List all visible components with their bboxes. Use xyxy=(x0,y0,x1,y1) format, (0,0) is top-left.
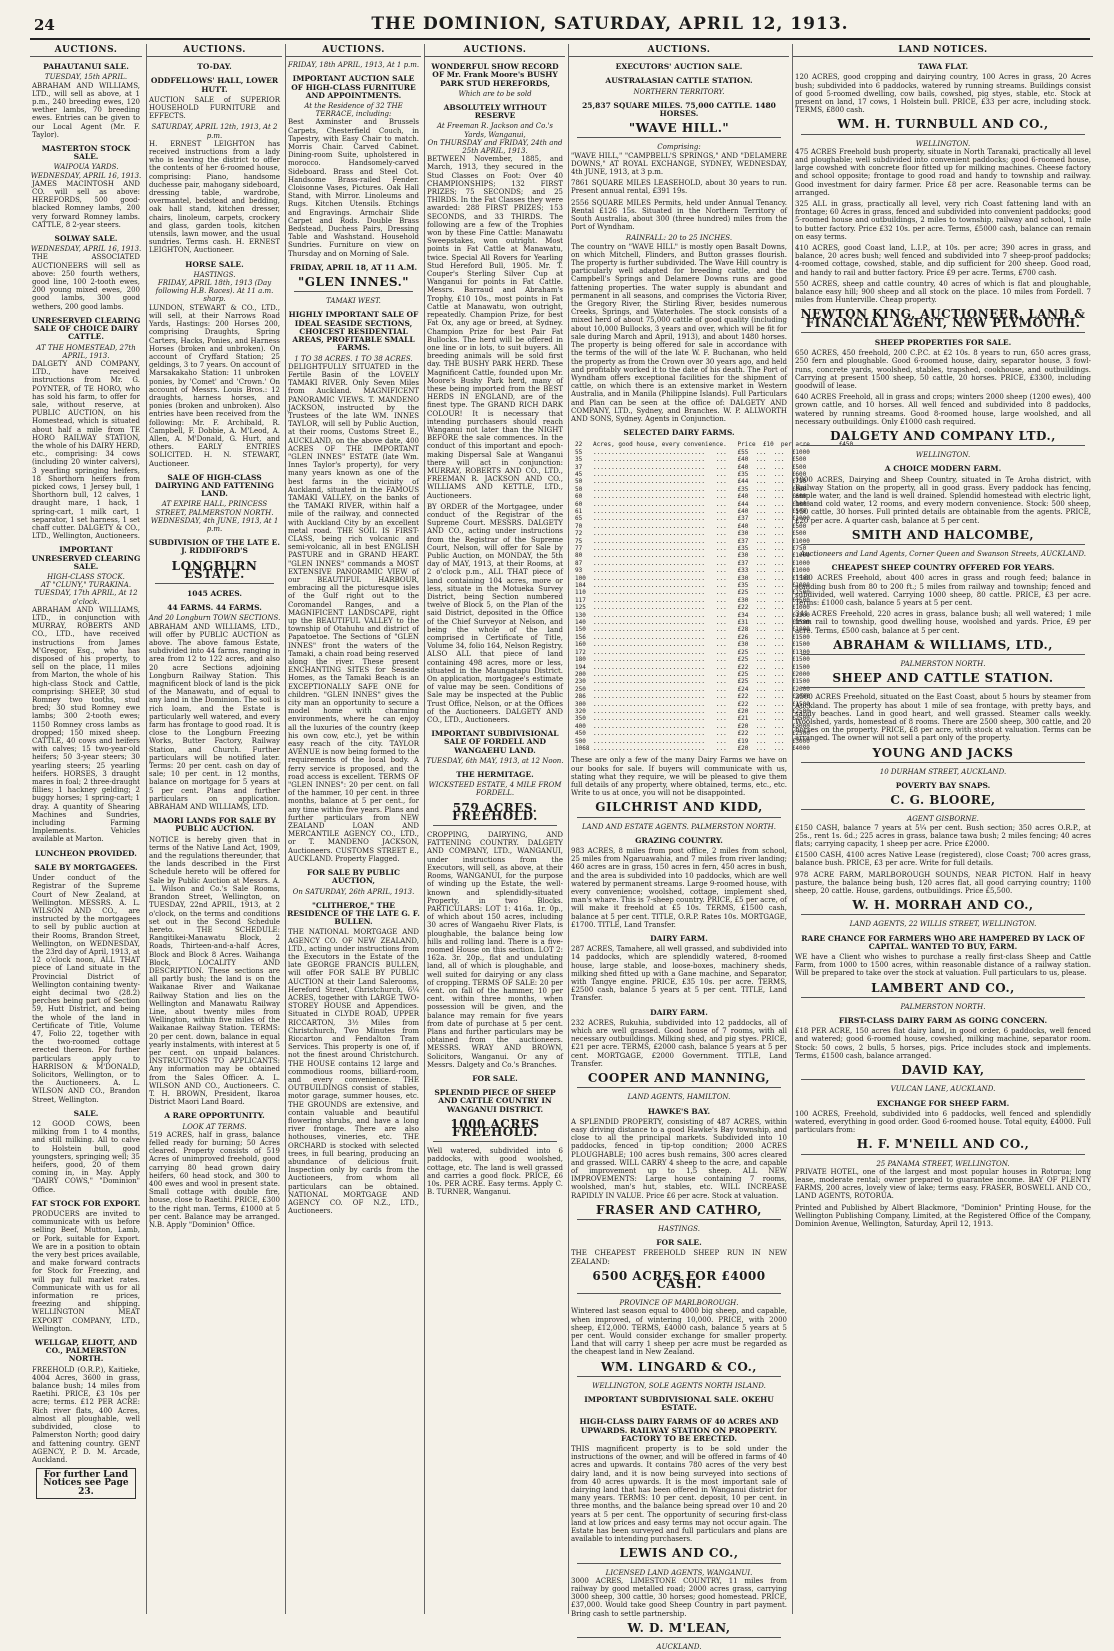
ad-text: DELIGHTFULLY SITUATED in the Fertile Basin of the LOVELY TAMAKI RIVER. Only Seven Miles from Auckland. MAGNIFICENT PANORAMIC VIEWS. T. MANDENO JACKSON, instructed by the Trustees of the late WM. INNES TAYLOR, will sell by Public Auction, at their rooms, Customs Street E., AUCKLAND, on the above date, 400 ACRES OF THE IMPORTANT "GLEN INNES" ESTATE (late Wm. Innes Taylor's property), for very many years known as one of the best farms in the vicinity of Auckland, situated in the FAMOUS TAMAKI VALLEY, on the banks of the TAMAKI RIVER, within half a mile of the railway, and connected with Auckland City by an excellent metal road. THE SOIL IS FIRST-CLASS, being rich volcanic and semi-volcanic, all in best ENGLISH PASTURE and in GRAND HEART. "GLEN INNES" commands a MOST EXTENSIVE PANORAMIC VIEW of our BEAUTIFUL HARBOUR, embracing all the picturesque isles of the Gulf right out to the Coromandel Ranges, and a MAGNIFICENT LANDSCAPE, right up the BEAUTIFUL VALLEY to the township of Otahuhu and district of Papatoetoe. The Sections of "GLEN INNES" front the waters of the Tamaki, a chain road being reserved along the river. These present ENCHANTING SITES for Seaside Homes, as the Tamaki Beach is an EXCEPTIONALLY SAFE ONE for children. "GLEN INNES" gives the city man an opportunity to secure a model home with charming environments, where he can enjoy all the luxuries of the country (keep his own cow, etc.), yet be within easy reach of the city. TAYLOR AVENUE is now being formed to the requirements of the local body. A ferry service is proposed, and the road access is excellent. TERMS OF "GLEN INNES": 20 per cent. on fall of the hammer, 10 per cent. in three months, balance at 5 per cent., for any time within five years. Plans and further particulars from NEW ZEALAND LOAN AND MERCANTILE AGENCY CO., LTD., or T. MANDENO JACKSON, Auctioneers. CUSTOMS STREET E., AUCKLAND. Property Flagged. xyxy=(288,362,419,863)
ad-text: £150 CASH, balance 7 years at 5¼ per cent. Bush section; 350 acres O.R.P., at 25s., rent 1s. 6d.; 225 acres in grass, balance tawa bush; 2 miles fencing; 40 acres flats; carrying capacity, 1 sheep per acre. Price £2000. xyxy=(795,823,1091,849)
subheading: SALE OF HIGH-CLASS DAIRYING AND FATTENING LAND. xyxy=(155,472,274,499)
dateline: Comprising: xyxy=(657,143,701,152)
dateline: 10 DURHAM STREET, AUCKLAND. xyxy=(879,767,1007,776)
ad-text: ABRAHAM AND WILLIAMS, LTD., in conjunction with MURRAY, ROBERTS AND CO., LTD., have received instructions from James M'Gregor, Esq., who has disposed of his property, to sell on the place, 11 miles from Marton, the whole of his high-class Stock and Cattle, comprising: SHEEP, 30 stud Romney two tooths, stud bred; 30 stud Romney ewe lambs; 300 2-tooth ewes; 1150 Romney cross lambs as dropped; 150 mixed sheep. CATTLE, 40 cows and heifers with calves; 15 two-year-old heifers; 50 3-year steers; 30 yearling steers; 25 yearling heifers. HORSES, 3 draught mares in foal; 2 three-draught fillies; 1 hackney gelding; 2 buggy horses; 1 spring-cart; 1 dray. A quantity of Shearing Machines and Sundries, including Farming Implements. Vehicles available at Marton. xyxy=(32,605,140,844)
subheading: TO-DAY. xyxy=(197,62,232,72)
dateline: VULCAN LANE, AUCKLAND. xyxy=(890,1085,996,1094)
column-heading: AUCTIONS. xyxy=(286,46,421,57)
subheading: DAIRY FARM. xyxy=(650,934,708,944)
subheading: TAWA FLAT. xyxy=(917,62,969,72)
table-row: 50 ............................... ... £35 ... ... £500 xyxy=(575,485,807,493)
dateline: AT THE HOMESTEAD, 27th APRIL, 1913. xyxy=(36,343,136,360)
subheading: HIGH-CLASS DAIRY FARMS OF 40 ACRES AND UPWARDS. RAILWAY STATION ON PROPERTY. FACTORY TO BE ERECTED. xyxy=(579,1417,779,1443)
ad-text: DALGETY AND COMPANY, LTD., have received instructions from Mr. G. POYNTER, of TE HORO, who has sold his farm, to offer for sale, without reserve, at PUBLIC AUCTION, on his Homestead, which is situated about half a mile from TE HORO RAILWAY STATION, the whole of his DAIRY HERD, etc., comprising: 34 cows (including 20 winter calvers), 3 yearling springing heifers, 18 Shorthorn heifers from picked cows, 1 Jersey bull, 1 Shorthorn bull, 12 calves, 1 draught mare, 1 hack, 1 spring-cart, 1 milk cart, 1 separator, 1 set harness, 1 set chaff cutter. DALGETY & CO., LTD., Wellington, Auctioneers. xyxy=(32,359,141,541)
ad-text: 232 ACRES, Rukuhia, subdivided into 12 paddocks, all of which are well grassed. Good house of 7 rooms, with all necessary outbuildings. Milking shed, and pig styes. PRICE, £21 per acre. TERMS, £2000 cash, balance 5 years at 5 per cent. MORTGAGE, £2000 Government. TITLE, Land Transfer. xyxy=(571,1018,787,1068)
table-row: 140 ............................... ... £31 ... ... £1500 xyxy=(575,619,810,627)
subheading: A CHOICE MODERN FARM. xyxy=(884,464,1002,474)
ad-text: JAMES MACINTOSH AND CO. will sell as above: HEREFORDS, 500 good-blacked Romney lambs, 200 very forward Romney lambs. CATTLE, 8 2-year steers. xyxy=(32,179,140,229)
column-heading: AUCTIONS. xyxy=(425,46,565,57)
table-row: 117 ............................... ... £30 ... ... £1500 xyxy=(575,596,810,604)
subheading: EXECUTORS' AUCTION SALE. xyxy=(615,62,743,72)
subheading: MAORI LANDS FOR SALE BY PUBLIC AUCTION. xyxy=(153,816,276,834)
subheading: FRIDAY, APRIL 18, AT 11 A.M. xyxy=(289,262,418,272)
ad-text: ABRAHAM AND WILLIAMS, LTD., will sell as above, at 1 p.m., 240 breeding ewes, 120 wether lambs, 70 breeding ewes. Entries can be given to our Local Agent (Mr. F. Taylor). xyxy=(32,81,140,139)
table-row: 350 ............................... ... £21 ... ... £2500 xyxy=(575,715,810,723)
ad-text: 550 ACRES, sheep and cattle country, 40 acres of which is flat and ploughable, balance easy hill; 900 sheep and all stock on the place. 10 miles from Fordell. 7 miles from Hunterville. Cheap property. xyxy=(795,279,1091,305)
table-row: 72 ............................... ... £30 ... ... £500 xyxy=(575,530,807,538)
advertiser-name: DALGETY AND COMPANY LTD., xyxy=(830,428,1056,443)
subheading: SHEEP PROPERTIES FOR SALE. xyxy=(874,337,1012,347)
advertiser-name: 6500 ACRES FOR £4000 CASH. xyxy=(592,1268,766,1291)
advertiser-name: W. H. MORRAH AND CO., xyxy=(852,898,1034,913)
dateline: WEDNESDAY, 4th JUNE, 1913, At 1 p.m. xyxy=(150,516,279,533)
dateline: HIGH-CLASS STOCK. xyxy=(47,572,125,581)
column-auctions-5 xyxy=(568,44,854,1651)
subheading: RARE CHANCE FOR FARMERS WHO ARE HAMPERED BY LACK OF CAPITAL. WANTED TO BUY, FARM. xyxy=(801,933,1085,951)
ad-text: Printed and Published by Albert Blackmore, "Dominion" Printing House, for the Wellington Publishing Company, Limited, at the Registered Office of the Company, Dominion Avenue, Wellington, Saturday, April 12, 1913. xyxy=(795,1203,1091,1228)
ad-text: PRIVATE HOTEL, one of the largest and most popular houses in Rotorua; long lease, moderate rental; owner prepared to guarantee income. BAY OF PLENTY FARMS, 200 acres, lovely view of lake; terms easy. FRASER, BOSWELL AND CO., LAND AGENTS, ROTORUA. xyxy=(795,1167,1091,1201)
ad-text: PRODUCERS are invited to communicate with us before selling Beef, Mutton, Lamb, or Pork, suitable for Export. We are in a position to obtain the very best prices available, and make forward contracts for Stock for Freezing, and will pay full market rates. Communicate with us for all information re prices, freezing and shipping. WELLINGTON MEAT EXPORT COMPANY, LTD., Wellington. xyxy=(32,1210,140,1333)
advertiser-name: WM. H. TURNBULL AND CO., xyxy=(837,117,1049,132)
ad-text: 325 ALL in grass, practically all level, very rich Coast fattening land with an frontage; 60 Acres in grass, fenced and subdivided into convenient paddocks; good 5-roomed house and outbuildings, 2 miles to township, railway and school, 1 mile to butter factory. Price £32 10s. per acre. Terms, £5000 cash, balance can remain on easy terms. xyxy=(795,200,1091,241)
advertiser-name: SMITH AND HALCOMBE, xyxy=(851,527,1035,542)
column-land-notices xyxy=(792,44,1093,1614)
subheading: ABSOLUTELY WITHOUT RESERVE xyxy=(443,103,547,121)
dateline: LAND AND ESTATE AGENTS. PALMERSTON NORTH. xyxy=(582,822,776,831)
dateline: TUESDAY, 15th APRIL. xyxy=(44,73,128,82)
column-auctions-1 xyxy=(30,44,142,1614)
divider xyxy=(577,817,781,818)
advertiser-name: "GLEN INNES." xyxy=(297,275,410,290)
table-row: 45 ............................... ... £35 ... ... £600 xyxy=(575,470,807,478)
advertiser-name: NEWTON KING, AUCTIONEER, LAND & FINANCIAL AGENT, NEW PLYMOUTH. xyxy=(800,307,1086,330)
ad-text: 100 ACRES, Freehold, subdivided into 6 paddocks, well fenced and splendidly watered, everything in good order. Good 6-roomed house. Total equity, £4000. Full particulars from: xyxy=(795,1109,1091,1135)
table-row: 104 ............................... ... £35 ... ... £1000 xyxy=(575,582,810,590)
subheading: SPLENDID PIECE OF SHEEP AND CATTLE COUNTRY IN WANGANUI DISTRICT. xyxy=(434,1088,556,1114)
table-row: 60 ............................... ... £44 ... ... £1000 xyxy=(575,500,810,508)
dateline: LICENSED LAND AGENTS, WANGANUI. xyxy=(605,1568,753,1577)
ad-text: £18 PER ACRE, 150 acres flat dairy land, in good order, 6 paddocks, well fenced and watered; good 6-roomed house, cowshed, milking machine, separator room. Stock: 50 cows, 2 bulls, 5 horses, pigs. Price includes stock and implements. Terms, £1500 cash, balance arranged. xyxy=(795,1027,1091,1060)
ad-text: 12 GOOD COWS, been milking from 1 to 4 months, and still milking. All to calve to Holstein bull, good youngsters, springing well; 35 heifers, good, 20 of them coming in, in May. Apply "DAIRY COWS," "Dominion" Office. xyxy=(32,1119,140,1194)
subheading: FOR SALE. xyxy=(656,1238,702,1248)
dateline: AT EXPIRE HALL, PRINCESS STREET, PALMERSTON NORTH. xyxy=(155,500,274,517)
ad-text: 640 ACRES Freehold, all in grass and crops; winters 2000 sheep (1200 ewes), 400 grown cattle, and 10 horses. All well fenced and subdivided into 8 paddocks, watered by running streams. Good 8-roomed house, large woolshed, and all necessary outbuildings. Only £1000 cash required. xyxy=(795,393,1091,426)
dateline: HASTINGS. xyxy=(193,270,236,279)
divider xyxy=(155,583,274,584)
subheading: SALE. xyxy=(73,1108,99,1118)
subheading: SELECTED DAIRY FARMS. xyxy=(623,428,735,438)
table-row: 320 ............................... ... £20 ... ... £2500 xyxy=(575,707,810,715)
dateline: HASTINGS. xyxy=(658,1224,700,1233)
dateline: WICKSTEED ESTATE, 4 MILE FROM FORDELL. xyxy=(428,781,562,798)
divider xyxy=(801,544,1085,545)
ad-text: LUNDON, STEWART & CO., LTD., will sell, at their Narrows Road Yards, Hastings: 200 Horses 200, comprising Draughts, Spring Carters, Hacks, Ponies, and Harness Horses (broken and unbroken). On account of Cryffard Station; 25 geldings, 3 to 7 years. On account of Marsakakaho Station: 11 unbroken ponies, by 'Comet' and 'Crown.' On account of Messrs. Louis Bros.: 12 draughts, harness horses, and ponies (broken and unbroken). Also entries have been received from the following: Mr. F. Archibald, R. Campbell, F. Dobbie, A. M'Leod, A. Allen, A. M'Donald, G. Hurt, and others. EARLY ENTRIES SOLICITED. H. N. STEWART, Auctioneer. xyxy=(149,303,280,468)
column-heading: AUCTIONS. xyxy=(30,46,142,57)
table-row: 400 ............................... ... £20 ... ... £3000 xyxy=(575,722,810,730)
subheading: IMPORTANT SUBDIVISIONAL SALE OF FORDELL AND WANGAEHU LAND. xyxy=(431,729,559,755)
table-row: 1068 ............................... ... £20 ... ... £4000 xyxy=(575,744,810,752)
dateline: WEDNESDAY, APRIL 16, 1913. xyxy=(30,171,142,180)
advertiser-name: LAMBERT AND CO., xyxy=(871,980,1015,995)
ad-text: THIS magnificent property is to be sold under the instructions of the owner, and will be offered in farms of 40 acres and upwards. It contains 780 acres of the very best dairy land, and it is now being surveyed into sections of from 40 acres upwards. It is the most important sale of dairying land that has been offered in Wanganui district for many years. TERMS: 10 per cent. deposit, 10 per cent. in three months, and the balance being spread over 10 and 20 years at 5 per cent. The opportunity of securing first-class land at low prices and easy terms may not occur again. The Estate has been surveyed and full particulars and plans are available to intending purchasers. xyxy=(571,1445,787,1544)
dateline: RAINFALL: 20 to 25 INCHES. xyxy=(625,234,733,243)
ad-text: WE have a Client who wishes to purchase a really first-class Sheep and Cattle Farm, from 1000 to 1500 acres, within reasonable distance of a railway station. Will be prepared to take over the stock at valuation. Full particulars to us, please. xyxy=(795,953,1091,978)
advertiser-name: FRASER AND CATHRO, xyxy=(595,1202,762,1217)
subheading: 1045 ACRES. xyxy=(187,588,242,598)
column-heading: LAND NOTICES. xyxy=(793,46,1093,57)
divider xyxy=(577,1293,781,1294)
subheading: EXCHANGE FOR SHEEP FARM. xyxy=(876,1098,1010,1108)
subheading: FAT STOCK FOR EXPORT. xyxy=(31,1198,141,1208)
ad-text: Well watered, subdivided into 6 paddocks, with good woolshed, cottage, etc. The land is well grassed and carries a good flock. PRICE, £6 10s. PER ACRE. Easy terms. Apply C. B. TURNER, Wanganui. xyxy=(427,1147,563,1197)
subheading: POVERTY BAY SNAPS. xyxy=(895,781,991,791)
dateline: WELLINGTON. xyxy=(915,139,971,148)
ad-text: 1900 ACRES, Dairying and Sheep Country, situated in Te Aroha district, with Railway Station on the property, all in good grass. Every paddock has fencing, ample water, and the land is well drained. Splendid homestead with electric light, hot and cold water, 12 rooms, and every modern convenience. Stock: 500 sheep, 150 cattle, 30 horses. Full printed details are obtainable from the agents. PRICE, £20 per acre. A quarter cash, balance at 5 per cent. xyxy=(795,475,1091,525)
subheading: CHEAPEST SHEEP COUNTRY OFFERED FOR YEARS. xyxy=(831,563,1055,573)
divider xyxy=(577,1087,781,1088)
subheading: IMPORTANT AUCTION SALE OF HIGH-CLASS FURNITURE AND APPOINTMENTS. xyxy=(291,74,416,100)
subheading: SUBDIVISION OF THE LATE E. J. RIDDIFORD'S xyxy=(149,538,280,556)
ad-text: 475 ACRES Freehold bush property, situate in North Taranaki, practically all level and ploughable; well subdivided into convenient paddocks; good 6-roomed house, large cowshed with concrete floor fitted up for milking machines. Cheese factory and school opposite; frontage to good road and handy to township and railway. Good investment for dairy farmer. Price £8 per acre. Reasonable terms can be arranged. xyxy=(795,147,1091,197)
column-heading: AUCTIONS. xyxy=(569,46,789,57)
subheading: IMPORTANT UNRESERVED CLEARING SALE. xyxy=(31,545,141,571)
ad-text: THE NATIONAL MORTGAGE AND AGENCY CO. OF NEW ZEALAND, LTD., acting under instructions from the Executors in the Estate of the late GEORGE FRANCIS BULLEN, will offer FOR SALE BY PUBLIC AUCTION at their Land Salerooms, Hereford Street, Christchurch, 6¼ ACRES, together with LARGE TWO-STOREY HOUSE and Appendices. Situated in CLYDE ROAD, UPPER RICCARTON, 3½ Miles from Christchurch, Two Minutes from Riccarton and Fendalton Tram Services. This property is one of, if not the finest around Christchurch. THE HOUSE contains 12 large and commodious rooms, billiard-room, and every convenience. THE OUTBUILDINGS consist of stables, motor garage, summer houses, etc. THE GROUNDS are extensive, and contain valuable and beautiful flowering shrubs, and have a long river frontage. There are also hothouses, vineries, etc. THE ORCHARD is stocked with selected trees, in full bearing, producing an abundance of delicious fruit. Inspection only by cards from the Auctioneers, from whom all particulars can be obtained. NATIONAL MORTGAGE AND AGENCY CO. OF N.Z., LTD., Auctioneers. xyxy=(288,928,419,1216)
ad-text: CROPPING, DAIRYING, AND FATTENING COUNTRY. DALGETY AND COMPANY, LTD., WANGANUI, under instructions from the Executors, will sell, as above, at their Rooms, WANGANUI, for the purpose of winding up the Estate, the well-known and splendidly-situated Property, in two Blocks. PARTICULARS: LOT 1: 416a. 1r. 0p., of which about 150 acres, including 30 acres of Wangaehu River Flats, is ploughable, the balance being low hills and rolling land. There is a five-roomed House on this section. LOT 2: 162a. 3r. 20p., flat and undulating land, all of which is ploughable, and well suited for dairying or any class of cropping. TERMS OF SALE: 20 per cent. on fall of the hammer, 10 per cent. within three months, when possession will be given, and the balance may remain for five years from date of purchase at 5 per cent. Plans and further particulars may be obtained from the auctioneers. MESSRS. WRAY AND BROWN, Solicitors, Wanganui. Or any of Messrs. Dalgety and Co.'s Branches. xyxy=(427,831,563,1069)
ad-text: 410 ACRES, good Coast land, L.I.P., at 10s. per acre; 390 acres in grass, and balance, 20 acres bush; well fenced and subdivided into 7 sheep-proof paddocks; 4-roomed cottage, cowshed, stable, and dip sufficient for 200 sheep. Good road, and handy to rail and butter factory. Price £9 per acre. Terms, £700 cash. xyxy=(795,244,1091,277)
ad-text: FREEHOLD (O.R.P.), Kaitieke, 4004 Acres, 3600 in grass, balance bush; 14 miles from Raetihi. PRICE, £3 10s per acre; terms. £12 PER ACRE: Rich river flats, 400 Acres, almost all ploughable, well subdivided, close to Palmerston North; good dairy and fattening country. GENT AGENCY, P. D. M. Arcade, Auckland. xyxy=(32,1365,140,1464)
advertiser-name: 579 ACRES. FREEHOLD. xyxy=(452,800,538,823)
table-row: 160 ............................... ... £30 ... ... £1500 xyxy=(575,641,810,649)
ad-text: BY ORDER of the Mortgagee, under conduct of the Registrar of the Supreme Court. MESSRS. DALGETY AND CO., acting under instructions from the Registrar of the Supreme Court, Nelson, will offer for Sale by Public Auction, on MONDAY, the 5th day of MAY, 1913, at their Rooms, at 2 o'clock p.m., ALL THAT piece of land containing 104 acres, more or less, situate in the Motueka Survey District, being Section numbered twelve of Block 5, on the Plan of the said District, deposited in the Office of the Chief Surveyor at Nelson, and being the whole of the land comprised in Certificate of Title, Volume 34, folio 164, Nelson Registry. ALSO ALL that piece of land containing 498 acres, more or less, situated in the Maungatapu District. On application, mortgagee's estimate of value may be seen. Conditions of Sale may be inspected at the Public Trust Office, Nelson, or at the Offices of the Auctioneers. DALGETY AND CO., LTD., Auctioneers. xyxy=(427,502,563,725)
advertiser-name: LONGBURN ESTATE. xyxy=(171,558,258,581)
column-heading: AUCTIONS. xyxy=(147,46,282,57)
ad-text: 287 ACRES, Tamahere, all well grassed, and subdivided into 14 paddocks, which are splendidly watered, 8-roomed house, large stable, and loose-boxes, machinery sheds, milking shed fitted up with a Gane machine, and Separator, with Tangye engine. PRICE, £35 10s. per acre. TERMS, £2500 cash, balance 5 years at 5 per cent. TITLE, Land Transfer. xyxy=(571,945,787,1003)
advertiser-name: LEWIS AND CO., xyxy=(619,1546,739,1561)
table-row: 22 Acres, good house, every convenience. Price £10 per acre. ... £450 xyxy=(575,441,854,449)
advertiser-name: 1000 ACRES FREEHOLD. xyxy=(450,1116,540,1139)
masthead xyxy=(30,14,1090,40)
dateline: WEDNESDAY, APRIL 16, 1913. xyxy=(30,245,142,254)
advertiser-name: SHEEP AND CATTLE STATION. xyxy=(832,671,1054,686)
dateline: AT "CLUNY," TURAKINA. xyxy=(40,581,132,590)
dateline: At the Residence of 32 THE TERRACE, including: xyxy=(304,102,403,119)
advertiser-name: GILCHRIST AND KIDD, xyxy=(595,800,763,815)
divider xyxy=(801,1079,1085,1080)
table-row: 80 ............................... ... £30 ... ... £1000 xyxy=(575,552,810,560)
subheading: PAHAUTANUI SALE. xyxy=(43,62,129,72)
divider xyxy=(433,825,557,826)
divider xyxy=(801,654,1085,655)
ad-text: AUCTION SALE of SUPERIOR HOUSEHOLD FURNITURE and EFFECTS. xyxy=(149,95,280,121)
dateline: Auctioneers and Land Agents, Corner Queen and Swanson Streets, AUCKLAND. xyxy=(799,549,1087,558)
subheading: DAIRY FARM. xyxy=(650,1007,708,1017)
table-row: 87 ............................... ... £37 ... ... £1000 xyxy=(575,559,810,567)
divider xyxy=(801,762,1085,763)
table-row: 55 ............................... ... £55 ... ... £1000 xyxy=(575,448,810,456)
dateline: WAIPOUA YARDS. xyxy=(53,163,119,172)
subheading: AUSTRALASIAN CATTLE STATION. xyxy=(605,76,753,86)
ad-text: The country on "WAVE HILL" is mostly open Basalt Downs, on which Mitchell, Flinders, and Button grasses flourish. The property is further subdivided. The Wave Hill country is particularly well adapted for breeding cattle, and the Campbell's Springs and Delamere Downs runs are good fattening properties. The water supply is abundant and permanent in all seasons, and comprises the Victoria River, the Gregory River, the Stirling River, besides numerous Creeks, Springs, and Waterholes. The stock consists of a mixed herd of about 75,000 cattle of good quality (including about 10,000 Bullocks, 3 years and over, which will be fit for sale during March and April, 1913), and about 1480 horses. The property is being offered for sale in accordance with the terms of the will of the late W. F. Buchanan, who held the property as from the Crown over 30 years ago, and held and profitably worked it to the date of his death. The Port of Wyndham offers exceptional facilities for the shipment of cattle, on which there is an extensive market in Western Australia, and in Manila (Philippine Islands). Full Particulars and Plan can be seen at the office of: DALGETY AND COMPANY, LTD., Sydney, and Branches. W. P. ALLWORTH AND SONS, Sydney. Agents in Conjunction. xyxy=(571,242,787,423)
ad-text: ABRAHAM AND WILLIAMS, LTD., will offer by PUBLIC AUCTION as above. The above famous Estate, subdivided into 44 farms, ranging in area from 12 to 122 acres, and also 20 acre Sections adjoining Longburn Railway Station. This magnificent block of land is the pick of the Manawatu, and of equal to any land in the Dominion. The soil is rich loam, and the Estate is particularly well watered, and every farm has frontage to good road. It is close to the Longburn Freezing Works, Butter Factory, Railway Station, and Church. Further particulars will be notified later. Terms: 20 per cent. cash on day of sale; 10 per cent. in 12 months, balance on mortgage for 5 years at 5 per cent. Plans and further particulars on application. ABRAHAM AND WILLIAMS, LTD. xyxy=(149,622,280,812)
subheading: FOR SALE. xyxy=(472,1073,518,1083)
table-row: 286 ............................... ... £22 ... ... £2000 xyxy=(575,693,810,701)
table-row: 194 ............................... ... £22 ... ... £1500 xyxy=(575,663,810,671)
dateline: On THURSDAY and FRIDAY, 24th and 25th APRIL, 1913. xyxy=(427,138,563,156)
ad-text: 7861 SQUARE MILES LEASEHOLD, about 30 years to run. Present annual rental, £391 19s. xyxy=(571,179,787,196)
dateline: PALMERSTON NORTH. xyxy=(900,1002,986,1011)
column-auctions-3 xyxy=(285,44,421,1614)
subheading: ODDFELLOWS' HALL, LOWER HUTT. xyxy=(150,76,279,94)
subheading: WELLGAP, ELIOTT, AND CO., PALMERSTON NORTH. xyxy=(34,1338,138,1364)
table-row: 35 ............................... ... £40 ... ... £500 xyxy=(575,456,807,464)
advertiser-name: DAVID KAY, xyxy=(901,1063,985,1078)
ad-text: 3500 ACRES Freehold, situated on the East Coast, about 5 hours by steamer from Auckland. The property has about 1 mile of sea frontage, with pretty bays, and sandy beaches. Land in good heart, and well grassed. Steamer calls weekly. Woolshed, yards, homestead of 8 rooms. There are 2500 sheep, 300 cattle, and 20 horses on the property. PRICE, £8 per acre, with stock at valuation. Terms can be arranged. The owner will not sell a part only of the property. xyxy=(795,693,1091,743)
subheading: A RARE OPPORTUNITY. xyxy=(164,1111,265,1121)
table-row: 37 ............................... ... £40 ... ... £500 xyxy=(575,463,807,471)
ad-text: BETWEEN November, 1885, and March, 1913, they secured in the Stud Classes on Foot: Over 40 CHAMPIONSHIPS; 132 FIRST PRIZES; 75 SECONDS; and 25 THIRDS. In the Fat Classes they were awarded: 288 FIRST PRIZES; 153 SECONDS, and 33 THIRDS. The following are a few of the Trophies won by these Fine Cattle: Manawatu Sweepstakes, won outright. Most points in Fat Cattle at Manawatu, twice. Special All Rovers for Yearling Stud Hereford Bull, 1905. Mr. T. Couper's Sterling Silver Cup at Wanganui for points in Fat Cattle. Messrs. Barraud and Abraham's Trophy, £10 10s., most points in Fat Cattle at Manawatu, won outright, repeatedly. Champion Prize, for best Fat Ox, any age or breed, at Sydney. Champion Prize for best Pair Fat Bullocks. The herd will be offered in one line or in lots, to suit buyers. All breeding animals will be sold first day. THE BUSHY PARK HERD. These Magnificent Cattle, founded upon Mr. Moore's Bushy Park herd, many of these being imported from the BEST HERDS IN ENGLAND, are of the finest type. The GRAND RICH DARK COLOUR! It is necessary that intending purchasers should reach Wanganui not later than the NIGHT BEFORE the sale commences. In the conduct of this important and epoch-making Dispersal Sale at Wanganui there will act in conjunction: MURRAY, ROBERTS AND CO., LTD., FREEMAN R. JACKSON AND CO., WILLIAMS AND KETTLE, LTD., Auctioneers. xyxy=(427,155,563,500)
subheading: IMPORTANT SUBDIVISIONAL SALE. OKEHU ESTATE. xyxy=(584,1394,774,1413)
ad-text: THE ASSOCIATED AUCTIONEERS will sell as above: 250 fourth wethers, good line, 100 2-tooth ewes, 200 young mixed ewes, 200 good lambs, 300 good wethers, 200 good lambs. xyxy=(32,253,140,311)
ad-text: 3000 ACRES, LIMESTONE COUNTRY, 11 miles from railway by good metalled road; 2000 acres grass, carrying 3000 sheep, 300 cattle, 30 horses; good homestead. PRICE, £37,000. Would take good Sheep Country in part payment. Bring cash to settle partnership. xyxy=(571,1576,787,1618)
ad-text: 983 ACRES, 8 miles from post office, 2 miles from school, 25 miles from Ngaruawahia, and 7 miles from river landing; 460 acres are in grass, 150 acres in fern, 450 acres in bush, and the area is subdivided into 10 paddocks, which are well watered by permanent streams. Large 9-roomed house, with every convenience; woolshed, cottage, implement shed, man's whare. This is 7-sheep country. PRICE, £5 per acre, of will make it freehold at £5 10s. TERMS, £1500 cash, balance at 5 per cent. TITLE, O.R.P. Rates 10s. MORTGAGE, £1700. TITLE, Land Transfer. xyxy=(571,847,787,929)
dateline: TAMAKI WEST. xyxy=(326,297,381,306)
divider xyxy=(577,1563,781,1564)
ad-text: Under conduct of the Registrar of the Supreme Court of New Zealand, at Wellington. MESSRS. A. L. WILSON AND CO., are instructed by the mortgagees to sell by public auction at their Rooms, Brandon Street, Wellington, on WEDNESDAY, the 23rd day of April, 1913, at 12 o'clock noon, ALL THAT piece of Land situate in the Provincial District of Wellington containing twenty-eight decimal two (28.2) perches being part of Section 59, Hutt District, and being the whole of the land in Certificate of Title, Volume 47, Folio 22, together with the two-roomed cottage erected thereon. For further particulars apply to HARRISON & M'DONALD, Solicitors, Wellington, or to the Auctioneers. A. L. WILSON AND CO., Brandon Street, Wellington. xyxy=(32,874,140,1104)
ad-text: Wintered last season equal to 4000 big sheep, and capable, when improved, of wintering 10,000. PRICE, with 2000 sheep, £12,000. TERMS, £4000 cash, balance 5 years at 5 per cent. Would consider exchange for smaller property. Land that will carry 1 sheep per acre must be regarded as the cheapest land in New Zealand. xyxy=(571,1307,787,1357)
table-row: 450 ............................... ... £22 ... ... £2500 xyxy=(575,730,810,738)
table-row: 125 ............................... ... £22 ... ... £1000 xyxy=(575,604,810,612)
table-row: 77 ............................... ... £35 ... ... £750 xyxy=(575,545,807,553)
footer-note: For further Land Notices see Page 23. xyxy=(36,1468,136,1499)
dateline: 1 TO 38 ACRES. 1 TO 38 ACRES. xyxy=(294,354,413,363)
subheading: THE HERMITAGE. xyxy=(456,770,534,780)
table-row: 50 ............................... ... £44 ... ... £750 xyxy=(575,478,807,486)
divider xyxy=(801,332,1085,333)
table-row: 75 ............................... ... £37 ... ... £1000 xyxy=(575,537,810,545)
subheading: UNRESERVED CLEARING SALE OF CHOICE DAIRY CATTLE. xyxy=(31,315,141,342)
dateline: LAND AGENTS, 22 WILLIS STREET, WELLINGTON. xyxy=(849,920,1037,929)
dateline: WELLINGTON, SOLE AGENTS NORTH ISLAND. xyxy=(592,1381,766,1390)
dateline: TUESDAY, 6th MAY, 1913, at 12 Noon. xyxy=(426,756,564,765)
ad-text: 120 ACRES, good cropping and dairying country, 100 Acres in grass, 20 Acres bush; subdivided into 6 paddocks, watered by running streams. Buildings consist of good 5-roomed dwelling, cow bails, cowshed, pig styes, stable, etc. Stock at present on land, 17 cows, 1 Holstein bull. PRICE, £33 per acre, including stock. TERMS, £800 cash. xyxy=(795,73,1091,115)
advertiser-name: "WAVE HILL." xyxy=(628,121,730,136)
subheading: MASTERTON STOCK SALE. xyxy=(41,144,131,162)
subheading: HORSE SALE. xyxy=(185,259,244,269)
dateline: NORTHERN TERRITORY. xyxy=(633,87,725,96)
page-number: 24 xyxy=(34,16,55,34)
advertiser-name: W. D. M'LEAN, xyxy=(627,1620,731,1635)
ad-text: A SPLENDID PROPERTY, consisting of 487 ACRES, within easy driving distance to a good Hawke's Bay township, and close to all the principal markets. Subdivided into 10 paddocks, fenced in tip-top condition; 2000 ACRES PLOUGHABLE; 100 acres bush remains, 300 acres cleared and grassed. WILL CARRY 4 sheep to the acre, and capable of improvement up to 1,5 sheep. ALL NEW IMPROVEMENTS: Large house containing 7 rooms, woolshed, man's hut, stables, etc. WILL INCREASE RAPIDLY IN VALUE. Price £6 per acre. Stock at valuation. xyxy=(571,1117,787,1200)
ad-text: £1500 CASH, 4100 acres Native Lease (registered), close Coast; 700 acres grass, balance bush. PRICE, £3 per acre. Write for full details. xyxy=(795,851,1091,868)
dateline: WELLINGTON. xyxy=(915,451,971,460)
subheading: "CLITHEROE," THE RESIDENCE OF THE LATE G. F. BULLEN. xyxy=(287,900,420,927)
advertiser-name: C. G. BLOORE, xyxy=(890,793,996,808)
table-row: 65 ............................... ... £37 ... ... £1000 xyxy=(575,515,810,523)
table-row: 70 ............................... ... £40 ... ... £500 xyxy=(575,522,807,530)
divider xyxy=(801,997,1085,998)
table-row: 250 ............................... ... £24 ... ... £2000 xyxy=(575,685,810,693)
subheading: FOR SALE BY PUBLIC AUCTION, xyxy=(307,868,400,886)
table-row: 200 ............................... ... £25 ... ... £2000 xyxy=(575,670,810,678)
dateline: FRIDAY, 18th APRIL, 1913, At 1 p.m. xyxy=(287,61,420,70)
dateline: On SATURDAY, 26th APRIL, 1913. xyxy=(292,887,415,896)
dateline: SATURDAY, APRIL 12th, 1913, At 2 p.m. xyxy=(151,123,278,140)
divider xyxy=(801,1154,1085,1155)
column-auctions-4 xyxy=(424,44,565,1614)
divider xyxy=(801,445,1085,446)
table-row: 61 ............................... ... £40 ... ... £500 xyxy=(575,507,807,515)
divider xyxy=(577,1219,781,1220)
ad-text: Best Axminster and Brussels Carpets, Chesterfield Couch, in Tapestry, with Easy Chair to match. Morris Chair. Carved Cabinet. Dining-room Suite, upholstered in morocco. Handsomely-carved Sideboard. Brass and Steel Cot. Handsome Brass-railed Fender. Cloisonne Vases, Pictures. Oak Hall Stand, with Mirror. Linoleums and Rugs. Kitchen Utensils. Etchings and Engravings. Armchair Slide Carpet and Rods. Double Brass Bedstead, Duchess Pairs, Dressing Table and Washstand. Household Sundries. Furniture on view on Thursday and on Morning of Sale. xyxy=(288,118,419,258)
dateline: 25 PANAMA STREET, WELLINGTON. xyxy=(876,1159,1010,1168)
ad-text: 341 ACRES Freehold, 220 acres in grass, balance bush; all well watered; 1 mile from rail to township, good dwelling house, woolshed and yards. Price, £9 per acre. Terms, £500 cash, balance at 5 per cent. xyxy=(795,610,1091,635)
divider xyxy=(801,914,1085,915)
advertiser-name: COOPER AND MANNING, xyxy=(587,1071,771,1086)
ad-text: 978 ACRE FARM, MARLBOROUGH SOUNDS, NEAR PICTON. Half in heavy pasture, the balance being bush, 120 acres flat, all good carrying country; 1100 sheep, 20 cattle. House, gardens, outbuildings. Price £5,500. xyxy=(795,870,1091,896)
ad-text: These are only a few of the many Dairy Farms we have on our books for sale. If buyers will communicate with us, stating what they require, we will be pleased to give them full details of any property, where obtained, terms, etc., etc. Write to us at once, you will not be disappointed. xyxy=(571,756,787,798)
ad-text: H. ERNEST LEIGHTON has received instructions from a lady who is leaving the district to offer the contents of her 6-roomed house, comprising: Piano, handsome duchesse pair, mahogany sideboard, dressing table, wardrobe, overmantel, bedstead and bedding, oak hall stand, kitchen dresser, chairs, linoleum, carpets, crockery and glass, garden tools, kitchen utensils, lawn mower, and the usual sundries. Terms cash. H. ERNEST LEIGHTON, Auctioneer. xyxy=(149,139,280,255)
ad-text: 519 ACRES, half in grass, balance felled ready for burning; 50 Acres cleared. Property consists of 519 Acres of unimproved freehold, good carrying 80 head grown dairy heifers, 60 head stock, and 300 to 400 ewes and wool in present state. Small cottage with double fire, house, close to Raetihi. PRICE, £300 to the right man. Terms, £1000 at 5 per cent. Balance may be arranged. N.B. Apply "Dominion" Office. xyxy=(149,1130,280,1230)
divider xyxy=(294,291,413,292)
ad-text: 1180 ACRES Freehold, about 400 acres in grass and rough feed; balance in standing bush from 80 to 200 ft.; 5 miles from railway and township; fenced and subdivided, well watered. Carrying 1000 sheep, 80 cattle. PRICE, £3 per acre. Terms: £1000 cash, balance 5 years at 5 per cent. xyxy=(795,574,1091,607)
divider xyxy=(577,1637,781,1638)
dateline: PALMERSTON NORTH. xyxy=(900,659,986,668)
divider xyxy=(801,809,1085,810)
subheading: HAWKE'S BAY. xyxy=(647,1106,711,1116)
dateline: TUESDAY, 17th APRIL, At 12 o'clock. xyxy=(34,589,138,606)
subheading: HIGHLY IMPORTANT SALE OF IDEAL SEASIDE SECTIONS, CHOICEST RESIDENTIAL AREAS, PROFITABLE SMALL FARMS. xyxy=(288,310,419,353)
table-row: 172 ............................... ... £25 ... ... £1300 xyxy=(575,648,810,656)
table-row: 100 ............................... ... £30 ... ... £1500 xyxy=(575,574,810,582)
dateline: AUCKLAND. xyxy=(656,1643,702,1651)
table-row: 300 ............................... ... £22 ... ... £1500 xyxy=(575,700,810,708)
dateline: Which are to be sold xyxy=(458,89,532,98)
dateline: And 20 Longburn TOWN SECTIONS. xyxy=(148,614,281,623)
newspaper-title: THE DOMINION, SATURDAY, APRIL 12, 1913. xyxy=(371,14,849,34)
dateline: LOOK AT TERMS. xyxy=(182,1122,247,1131)
subheading: WONDERFUL SHOW RECORD OF Mr. Frank Moore's BUSHY PARK STUD HEREFORDS, xyxy=(431,62,559,88)
subheading: 44 FARMS. 44 FARMS. xyxy=(167,603,262,613)
ad-text: 2556 SQUARE MILES Permits, held under Annual Tenancy. Rental £126 15s. Situated in the Northern Territory of South Australia, about 300 (three hundred) miles from the Port of Wyndham. xyxy=(571,198,787,232)
advertiser-name: H. F. M'NEILL AND CO., xyxy=(856,1137,1030,1152)
divider xyxy=(801,134,1085,135)
advertiser-name: YOUNG AND JACKS xyxy=(872,745,1014,760)
ad-text: "WAVE HILL," "CAMPBELL'S SPRINGS," AND "DELAMERE DOWNS," AT ROYAL EXCHANGE, SYDNEY, WEDNESDAY, 4th JUNE, 1913, at 3 p.m. xyxy=(571,151,787,177)
subheading: SOLWAY SALE. xyxy=(54,234,118,244)
subheading: 25,837 SQUARE MILES. 75,000 CATTLE. 1480 HORSES. xyxy=(582,100,776,119)
table-row: 180 ............................... ... £25 ... ... £1500 xyxy=(575,656,810,664)
divider xyxy=(433,1141,557,1142)
dateline: At Freeman R. Jackson and Co.'s Yards, Wanganui, xyxy=(437,122,553,139)
dairy-farms-table xyxy=(575,441,854,752)
subheading: SALE BY MORTGAGEES. xyxy=(34,862,138,872)
dateline: FRIDAY, APRIL 18th, 1913 (Day following H.B. Races). At 11 a.m. sharp. xyxy=(155,279,274,304)
divider xyxy=(577,1376,781,1377)
column-auctions-2 xyxy=(146,44,282,1614)
subheading: GRAZING COUNTRY. xyxy=(635,835,723,845)
table-row: 230 ............................... ... £25 ... ... £1500 xyxy=(575,678,810,686)
divider xyxy=(801,687,1085,688)
dateline: AGENT GISBORNE. xyxy=(907,815,979,824)
divider xyxy=(577,137,781,138)
table-row: 93 ............................... ... £33 ... ... £1000 xyxy=(575,567,810,575)
ad-text: THE CHEAPEST FREEHOLD SHEEP RUN IN NEW ZEALAND: xyxy=(571,1249,787,1266)
table-row: 60 ............................... ... £40 ... ... £600 xyxy=(575,493,807,501)
table-row: 156 ............................... ... £26 ... ... £1500 xyxy=(575,633,810,641)
ad-text: NOTICE is hereby given that in terms of the Native Land Act, 1909, and the regulations thereunder, that the lands described in the First Schedule hereto will be offered for Sale by Public Auction at Messrs. A. L. Wilson and Co.'s Sale Rooms, Brandon Street, Wellington, on TUESDAY, 22nd APRIL, 1913, at 2 o'clock, on the terms and conditions set out in the Second Schedule hereto. THE SCHEDULE: Rangitikei-Manawatu Block, 2 Roads, Thirteen-and-a-half Acres, Block and Block 8 Acres. Waihanga Block, LOCALITY AND DESCRIPTION. These sections are all partly bush; the land is on the Waikanae River and Waikanae Railway Station and lies on the Wellington and Manawatu Railway Line, about twenty miles from Wellington, within five miles of the Waikanae Railway Station. TERMS: 20 per cent. down, balance in equal yearly instalments, with interest at 5 per cent. on unpaid balances. INSTRUCTIONS TO APPLICANTS: Any information may be obtained from the Sales Officer. A. L. WILSON AND CO., Auctioneers. C. T. H. BROWN, President, Ikaroa District Maori Land Board. xyxy=(149,835,281,1107)
table-row: 130 ............................... ... £34 ... ... £1200 xyxy=(575,611,810,619)
dateline: PROVINCE OF MARLBOROUGH. xyxy=(619,1299,739,1308)
dateline: LAND AGENTS, HAMILTON. xyxy=(627,1093,731,1102)
advertiser-name: ABRAHAM & WILLIAMS, LTD., xyxy=(833,637,1053,652)
advertiser-name: WM. LINGARD & CO., xyxy=(601,1359,757,1374)
table-row: 150 ............................... ... £28 ... ... £1000 xyxy=(575,626,810,634)
subheading: FIRST-CLASS DAIRY FARM AS GOING CONCERN. xyxy=(838,1016,1048,1026)
table-row: 500 ............................... ... £19 ... ... £3000 xyxy=(575,737,810,745)
subheading: LUNCHEON PROVIDED. xyxy=(35,848,137,858)
table-row: 110 ............................... ... £25 ... ... £1500 xyxy=(575,589,810,597)
ad-text: 650 ACRES, 450 freehold, 200 C.P.C. at £2 10s. 8 years to run, 650 acres grass, 250 fern and ploughable. Good 6-roomed house, dairy, separator house, 3 fowl-runs, concrete yards, woolshed, stables, trapshed, cookhouse, and outbuildings. Carrying at present 1500 sheep, 50 cattle, 20 horses. PRICE, £3300, including goodwill of lease. xyxy=(795,349,1091,390)
